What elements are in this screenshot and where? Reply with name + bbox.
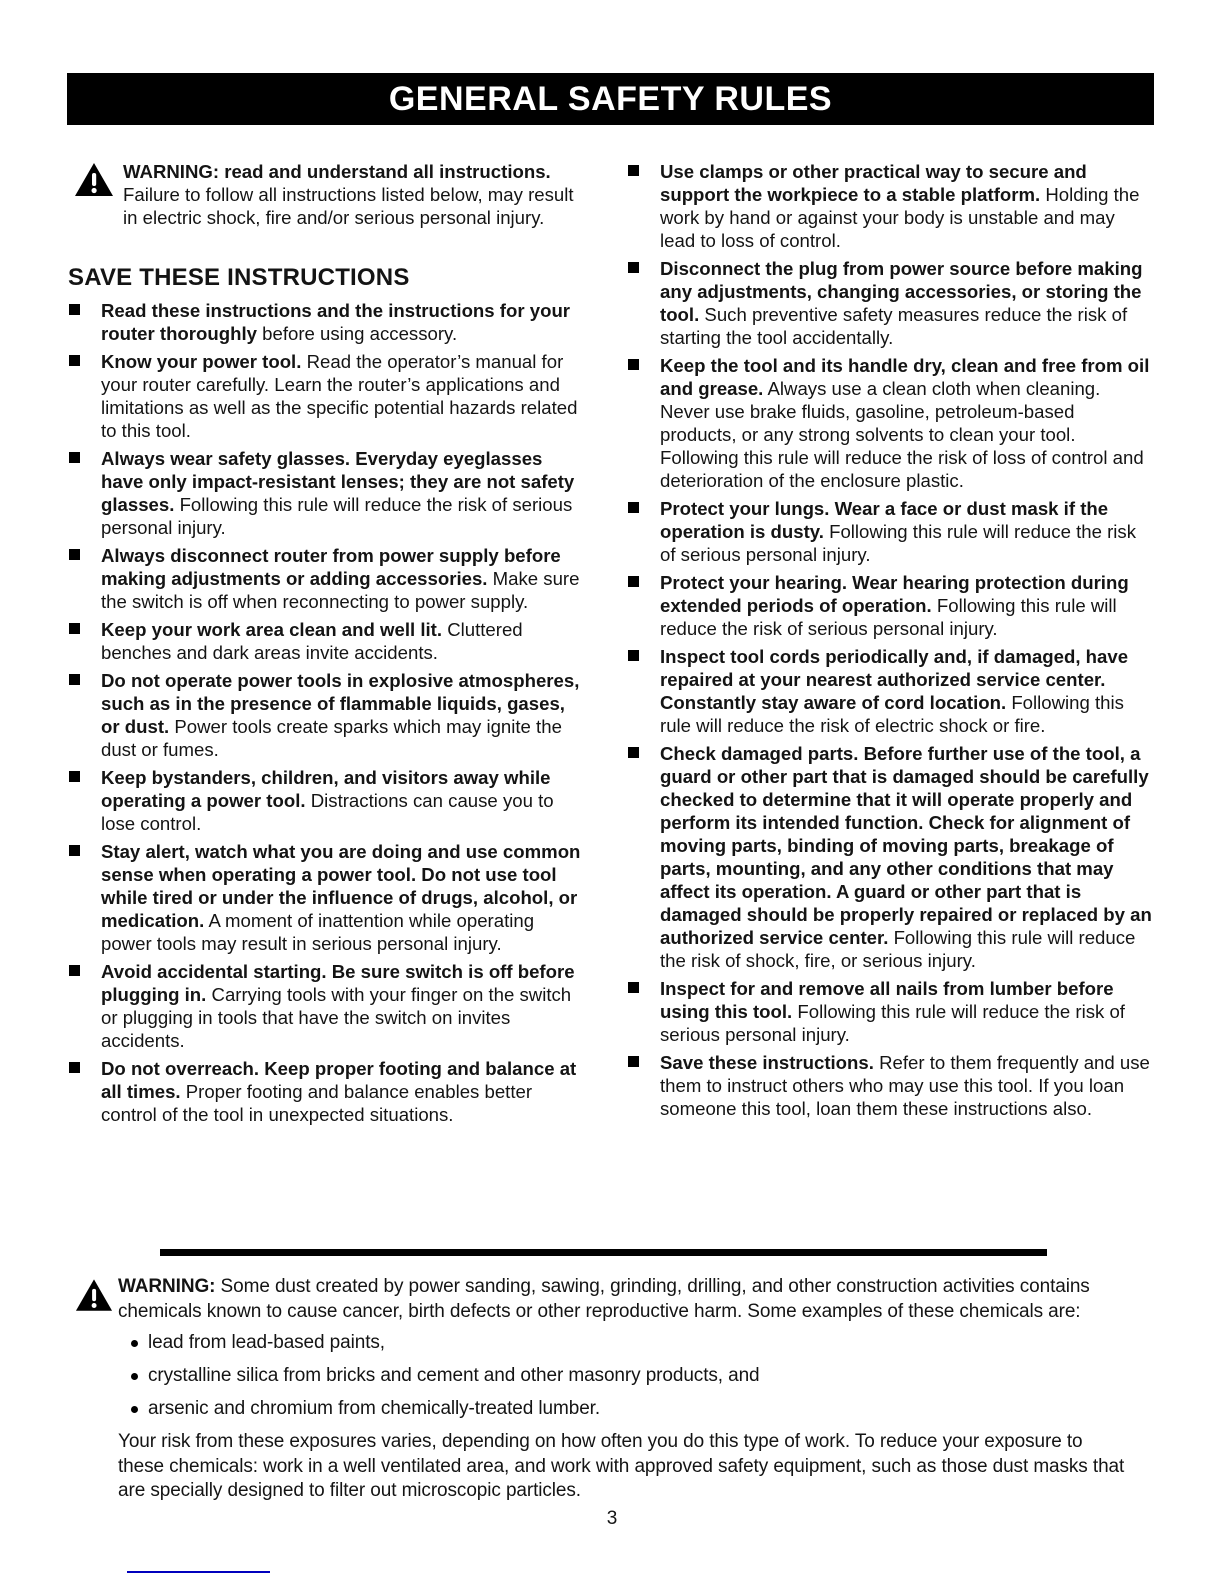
rule-bold-text: Disconnect the plug from power source before making any adjustments, changing accessories, or storing the tool. [660, 258, 1143, 325]
rule-bold-text: Keep your work area clean and well lit. [101, 619, 443, 640]
chemical-item [131, 1397, 1133, 1422]
bullet-square-icon [69, 771, 80, 782]
bullet-square-icon [69, 845, 80, 856]
bullet-dot-icon [131, 1406, 138, 1413]
rule-detail-text: Following this rule will reduce the risk of serious personal injury. [660, 521, 1137, 565]
rule-bold-text: Always wear safety glasses. Everyday eyeglasses have only impact-resistant lenses; they are not safety glasses. [101, 448, 575, 515]
rule-bold-text: Avoid accidental starting. Be sure switch is off before plugging in. [101, 961, 575, 1005]
rule-detail-text: Distractions can cause you to lose control. [101, 790, 554, 834]
chemical-item-text: lead from lead-based paints, [148, 1332, 385, 1353]
bullet-square-icon [628, 747, 639, 758]
rule-bold-text: Use clamps or other practical way to secure and support the workpiece to a stable platform. [660, 161, 1087, 205]
rule-detail-text: Cluttered benches and dark areas invite accidents. [101, 619, 523, 663]
chemical-item-text: crystalline silica from bricks and cement and other masonry products, and [148, 1365, 760, 1386]
safety-rule-item [68, 1057, 588, 1126]
bullet-square-icon [628, 576, 639, 587]
right-column [627, 160, 1154, 1131]
chemical-item [131, 1364, 1133, 1389]
rule-detail-text: Following this rule will reduce the risk of electric shock or fire. [660, 692, 1124, 736]
chemical-warning-bold: WARNING: [118, 1276, 216, 1297]
rule-detail-text: before using accessory. [262, 323, 458, 344]
bullet-dot-icon [131, 1340, 138, 1347]
bullet-square-icon [628, 650, 639, 661]
bullet-square-icon [69, 674, 80, 685]
rule-bold-text: Check damaged parts. Before further use of the tool, a guard or other part that is damaged should be carefully checked to determine that it will operate properly and perform its intended function. Check for alignment of moving parts, binding of moving parts, breakage of parts, mounting, and any other conditions that may affect its operation. A guard or other part that is damaged should be properly repaired or replaced by an authorized service center. [660, 743, 1152, 948]
safety-rule-item [68, 840, 588, 955]
rule-detail-text: Following this rule will reduce the risk of serious personal injury. [660, 595, 1117, 639]
bullet-square-icon [628, 982, 639, 993]
save-instructions-heading: SAVE THESE INSTRUCTIONS [68, 264, 410, 291]
intro-warning [68, 160, 588, 252]
rule-detail-text: Such preventive safety measures reduce the risk of starting the tool accidentally. [660, 304, 1128, 348]
rule-detail-text: Following this rule will reduce the risk of serious personal injury. [101, 494, 573, 538]
chemical-warning-closing: Your risk from these exposures varies, depending on how often you do this type of work. To reduce your exposure to these chemicals: work in a well ventilated area, and work with approved safety equipment, such as those dust masks that are specially designed to filter out microscopic particles. [118, 1431, 1125, 1501]
safety-rule-item [68, 669, 588, 761]
bullet-square-icon [628, 262, 639, 273]
safety-rule-item [627, 497, 1154, 566]
right-rules-list [627, 160, 1154, 1120]
safety-rule-item [627, 571, 1154, 640]
bullet-square-icon [69, 623, 80, 634]
page-title-bar [67, 73, 1154, 125]
intro-warning-bold: WARNING: read and understand all instructions. [123, 161, 551, 182]
safety-rule-item [68, 766, 588, 835]
intro-warning-text: Failure to follow all instructions listed below, may result in electric shock, fire and/or serious personal injury. [123, 184, 574, 228]
safety-rule-item [68, 544, 588, 613]
left-column [68, 160, 588, 1131]
rule-bold-text: Keep the tool and its handle dry, clean and free from oil and grease. [660, 355, 1150, 399]
rule-detail-text: Holding the work by hand or against your body is unstable and may lead to loss of control. [660, 184, 1140, 251]
bullet-dot-icon [131, 1373, 138, 1380]
warning-triangle-icon [74, 162, 114, 198]
rule-detail-text: Power tools create sparks which may ignite the dust or fumes. [101, 716, 562, 760]
safety-rule-item [68, 299, 588, 345]
rule-bold-text: Do not overreach. Keep proper footing and balance at all times. [101, 1058, 577, 1102]
chemical-warning [75, 1275, 1133, 1504]
bullet-square-icon [69, 1062, 80, 1073]
safety-rule-item [627, 257, 1154, 349]
rule-bold-text: Protect your lungs. Wear a face or dust mask if the operation is dusty. [660, 498, 1109, 542]
safety-rule-item [627, 977, 1154, 1046]
rule-detail-text: Refer to them frequently and use them to instruct others who may use this tool. If you loan someone this tool, loan them these instructions also. [660, 1052, 1150, 1119]
bullet-square-icon [69, 452, 80, 463]
page-number: 3 [606, 1508, 618, 1529]
rule-bold-text: Stay alert, watch what you are doing and use common sense when operating a power tool. Do not use tool while tired or under the influence of drugs, alcohol, or medication. [101, 841, 581, 931]
page-title: GENERAL SAFETY RULES [388, 79, 833, 118]
rule-bold-text: Protect your hearing. Wear hearing protection during extended periods of operation. [660, 572, 1129, 616]
bullet-square-icon [69, 304, 80, 315]
rule-detail-text: Carrying tools with your finger on the switch or plugging in tools that have the switch on invites accidents. [101, 984, 572, 1051]
rule-bold-text: Save these instructions. [660, 1052, 874, 1073]
rule-bold-text: Inspect for and remove all nails from lumber before using this tool. [660, 978, 1114, 1022]
safety-rule-item [68, 618, 588, 664]
safety-rule-item [68, 447, 588, 539]
bullet-square-icon [628, 359, 639, 370]
rule-detail-text: Always use a clean cloth when cleaning. Never use brake fluids, gasoline, petroleum-based products, or any strong solvents to clean your tool. Following this rule will reduce the risk of loss of control and deterioration of the enclosure plastic. [660, 378, 1144, 491]
rule-bold-text: Inspect tool cords periodically and, if damaged, have repaired at your nearest authorized service center. Constantly stay aware of cord location. [660, 646, 1129, 713]
safety-rule-item [627, 645, 1154, 737]
rule-detail-text: A moment of inattention while operating power tools may result in serious personal injury. [101, 910, 535, 954]
warning-triangle-icon [75, 1278, 113, 1313]
chemical-item [131, 1331, 1133, 1356]
rule-detail-text: Proper footing and balance enables better control of the tool in unexpected situations. [101, 1081, 533, 1125]
rule-bold-text: Read these instructions and the instructions for your router thoroughly [101, 300, 571, 344]
rule-detail-text: Following this rule will reduce the risk of serious personal injury. [660, 1001, 1125, 1045]
rule-detail-text: Read the operator’s manual for your router carefully. Learn the router’s applications and limitations as well as the specific potential hazards related to this tool. [101, 351, 578, 441]
bullet-square-icon [69, 965, 80, 976]
safety-rules-columns [68, 160, 1154, 1131]
rule-bold-text: Keep bystanders, children, and visitors away while operating a power tool. [101, 767, 551, 811]
rule-detail-text: Following this rule will reduce the risk of shock, fire, or serious injury. [660, 927, 1136, 971]
left-rules-list [68, 299, 588, 1126]
bullet-square-icon [628, 1056, 639, 1067]
rule-detail-text: Make sure the switch is off when reconnecting to power supply. [101, 568, 580, 612]
chemical-warning-text: Some dust created by power sanding, sawing, grinding, drilling, and other construction activities contains chemicals known to cause cancer, birth defects or other reproductive harm. Some examples of these chemicals are: [118, 1276, 1090, 1322]
safety-rule-item [68, 350, 588, 442]
safety-rule-item [627, 160, 1154, 252]
bullet-square-icon [628, 165, 639, 176]
safety-rule-item [627, 1051, 1154, 1120]
rule-bold-text: Do not operate power tools in explosive atmospheres, such as in the presence of flammable liquids, gases, or dust. [101, 670, 580, 737]
chemical-list [131, 1331, 1133, 1422]
chemical-item-text: arsenic and chromium from chemically-treated lumber. [148, 1398, 601, 1419]
footer-link-underline[interactable] [127, 1571, 270, 1573]
rule-bold-text: Always disconnect router from power supply before making adjustments or adding accessories. [101, 545, 561, 589]
section-divider [160, 1249, 1047, 1256]
safety-rule-item [627, 742, 1154, 972]
bullet-square-icon [628, 502, 639, 513]
rule-bold-text: Know your power tool. [101, 351, 302, 372]
bullet-square-icon [69, 549, 80, 560]
safety-rule-item [627, 354, 1154, 492]
safety-rule-item [68, 960, 588, 1052]
bullet-square-icon [69, 355, 80, 366]
